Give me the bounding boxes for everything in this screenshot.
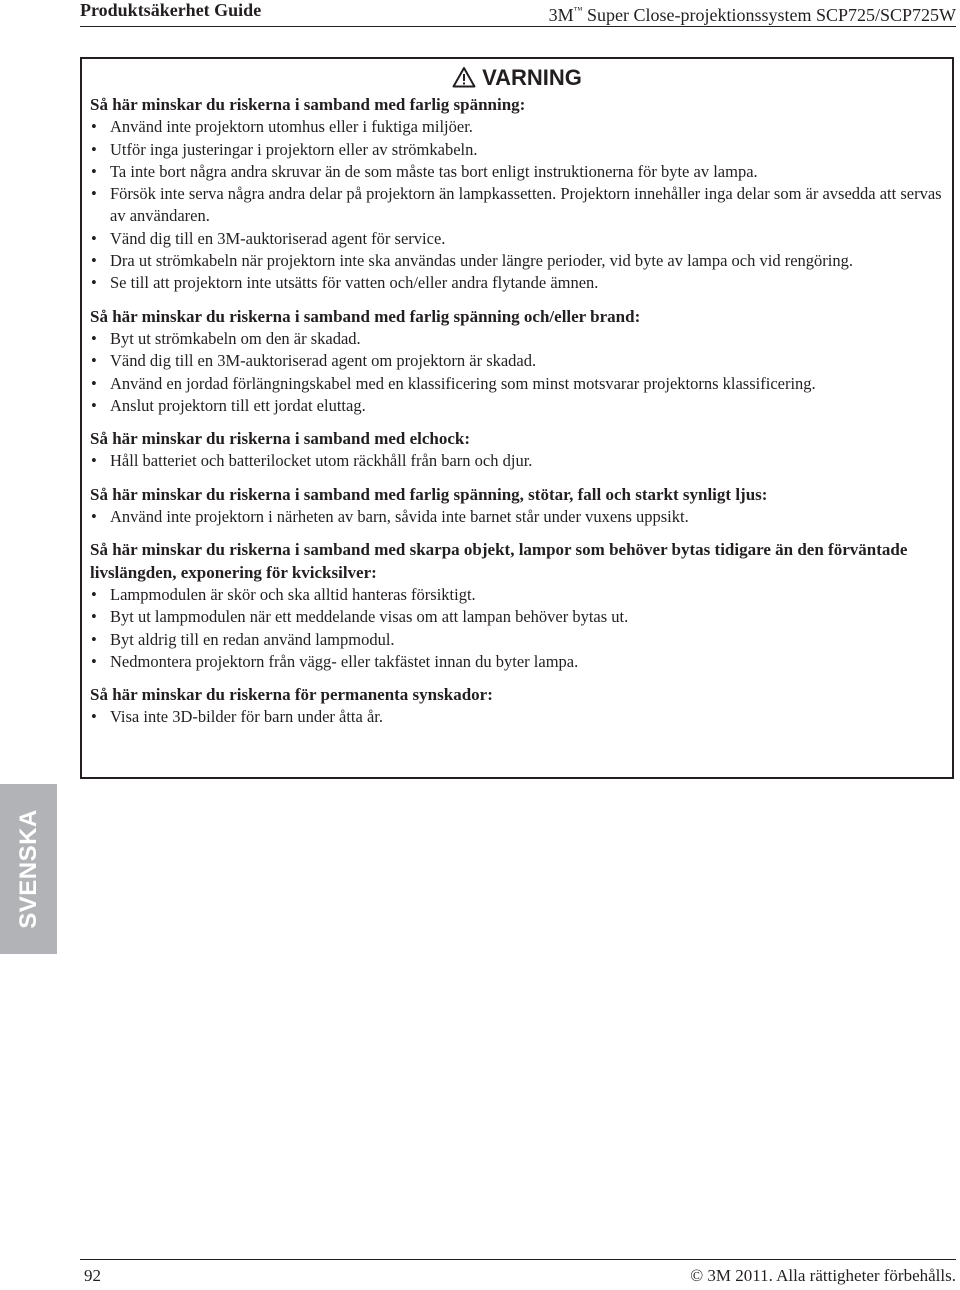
list-item: • Visa inte 3D-bilder för barn under åtta år. xyxy=(90,706,946,728)
language-label: SVENSKA xyxy=(14,809,42,929)
list-item: • Ta inte bort några andra skruvar än de som måste tas bort enligt instruktionerna för byte av lampa. xyxy=(90,161,946,183)
warning-section xyxy=(90,484,946,529)
bullet-list xyxy=(90,116,946,294)
bullet-list xyxy=(90,706,946,728)
list-item: • Dra ut strömkabeln när projektorn inte ska användas under längre perioder, vid byte av lampa och vid rengöring. xyxy=(90,250,946,272)
list-item: • Försök inte serva några andra delar på projektorn än lampkassetten. Projektorn innehåller inga delar som är avsedda att servas av användaren. xyxy=(90,183,946,228)
list-item: • Vänd dig till en 3M-auktoriserad agent om projektorn är skadad. xyxy=(90,350,946,372)
bullet-list xyxy=(90,506,946,528)
list-item: • Använd en jordad förlängningskabel med en klassificering som minst motsvarar projektorns klassificering. xyxy=(90,373,946,395)
list-item: • Nedmontera projektorn från vägg- eller takfästet innan du byter lampa. xyxy=(90,651,946,673)
warning-section xyxy=(90,306,946,417)
section-title: Så här minskar du riskerna i samband med farlig spänning: xyxy=(90,95,526,114)
section-title: Så här minskar du riskerna i samband med elchock: xyxy=(90,429,471,449)
page-number: 92 xyxy=(84,1266,101,1285)
copyright-notice: © 3M 2011. Alla rättigheter förbehålls. xyxy=(690,1266,956,1285)
bullet-list xyxy=(90,584,946,673)
bullet-list xyxy=(90,328,946,417)
section-title: Så här minskar du riskerna i samband med farlig spänning, stötar, fall och starkt synligt ljus: xyxy=(90,484,768,504)
list-item: • Utför inga justeringar i projektorn eller av strömkabeln. xyxy=(90,139,946,161)
list-item: • Byt ut strömkabeln om den är skadad. xyxy=(90,328,946,350)
bullet-list xyxy=(90,450,946,472)
page-header xyxy=(80,0,956,27)
section-title: Så här minskar du riskerna för permanenta synskador: xyxy=(90,685,493,705)
list-item: • Håll batteriet och batterilocket utom räckhåll från barn och djur. xyxy=(90,450,946,472)
section-title: Så här minskar du riskerna i samband med farlig spänning och/eller brand: xyxy=(90,306,641,326)
list-item: • Lampmodulen är skör och ska alltid hanteras försiktigt. xyxy=(90,584,946,606)
warning-heading xyxy=(82,64,952,92)
product-name: Super Close-projektionssystem SCP725/SCP725W xyxy=(582,5,956,25)
list-item: • Se till att projektorn inte utsätts för vatten och/eller andra flytande ämnen. xyxy=(90,272,946,294)
brand-name: 3M xyxy=(548,5,574,25)
warning-box xyxy=(80,57,954,779)
section-title: Så här minskar du riskerna i samband med skarpa objekt, lampor som behöver bytas tidigare än den förväntade livslängden, exponering för kvicksilver: xyxy=(90,540,908,582)
trademark-symbol: ™ xyxy=(573,5,583,15)
list-item: • Byt aldrig till en redan använd lampmodul. xyxy=(90,629,946,651)
list-item: • Anslut projektorn till ett jordat eluttag. xyxy=(90,395,946,417)
language-tab xyxy=(0,784,57,954)
list-item: • Använd inte projektorn i närheten av barn, såvida inte barnet står under vuxens uppsikt. xyxy=(90,506,946,528)
document-title: Produktsäkerhet Guide xyxy=(80,0,262,20)
list-item: • Vänd dig till en 3M-auktoriserad agent för service. xyxy=(90,228,946,250)
warning-section xyxy=(90,539,946,673)
warning-section xyxy=(90,94,946,295)
warning-section xyxy=(90,428,946,473)
list-item: • Byt ut lampmodulen när ett meddelande visas om att lampan behöver bytas ut. xyxy=(90,606,946,628)
warning-section xyxy=(90,684,946,729)
warning-content xyxy=(90,94,946,740)
list-item: • Använd inte projektorn utomhus eller i fuktiga miljöer. xyxy=(90,116,946,138)
product-title xyxy=(549,0,956,25)
page-footer xyxy=(80,1259,956,1290)
warning-title: VARNING xyxy=(482,65,582,90)
warning-triangle-icon xyxy=(452,66,476,88)
